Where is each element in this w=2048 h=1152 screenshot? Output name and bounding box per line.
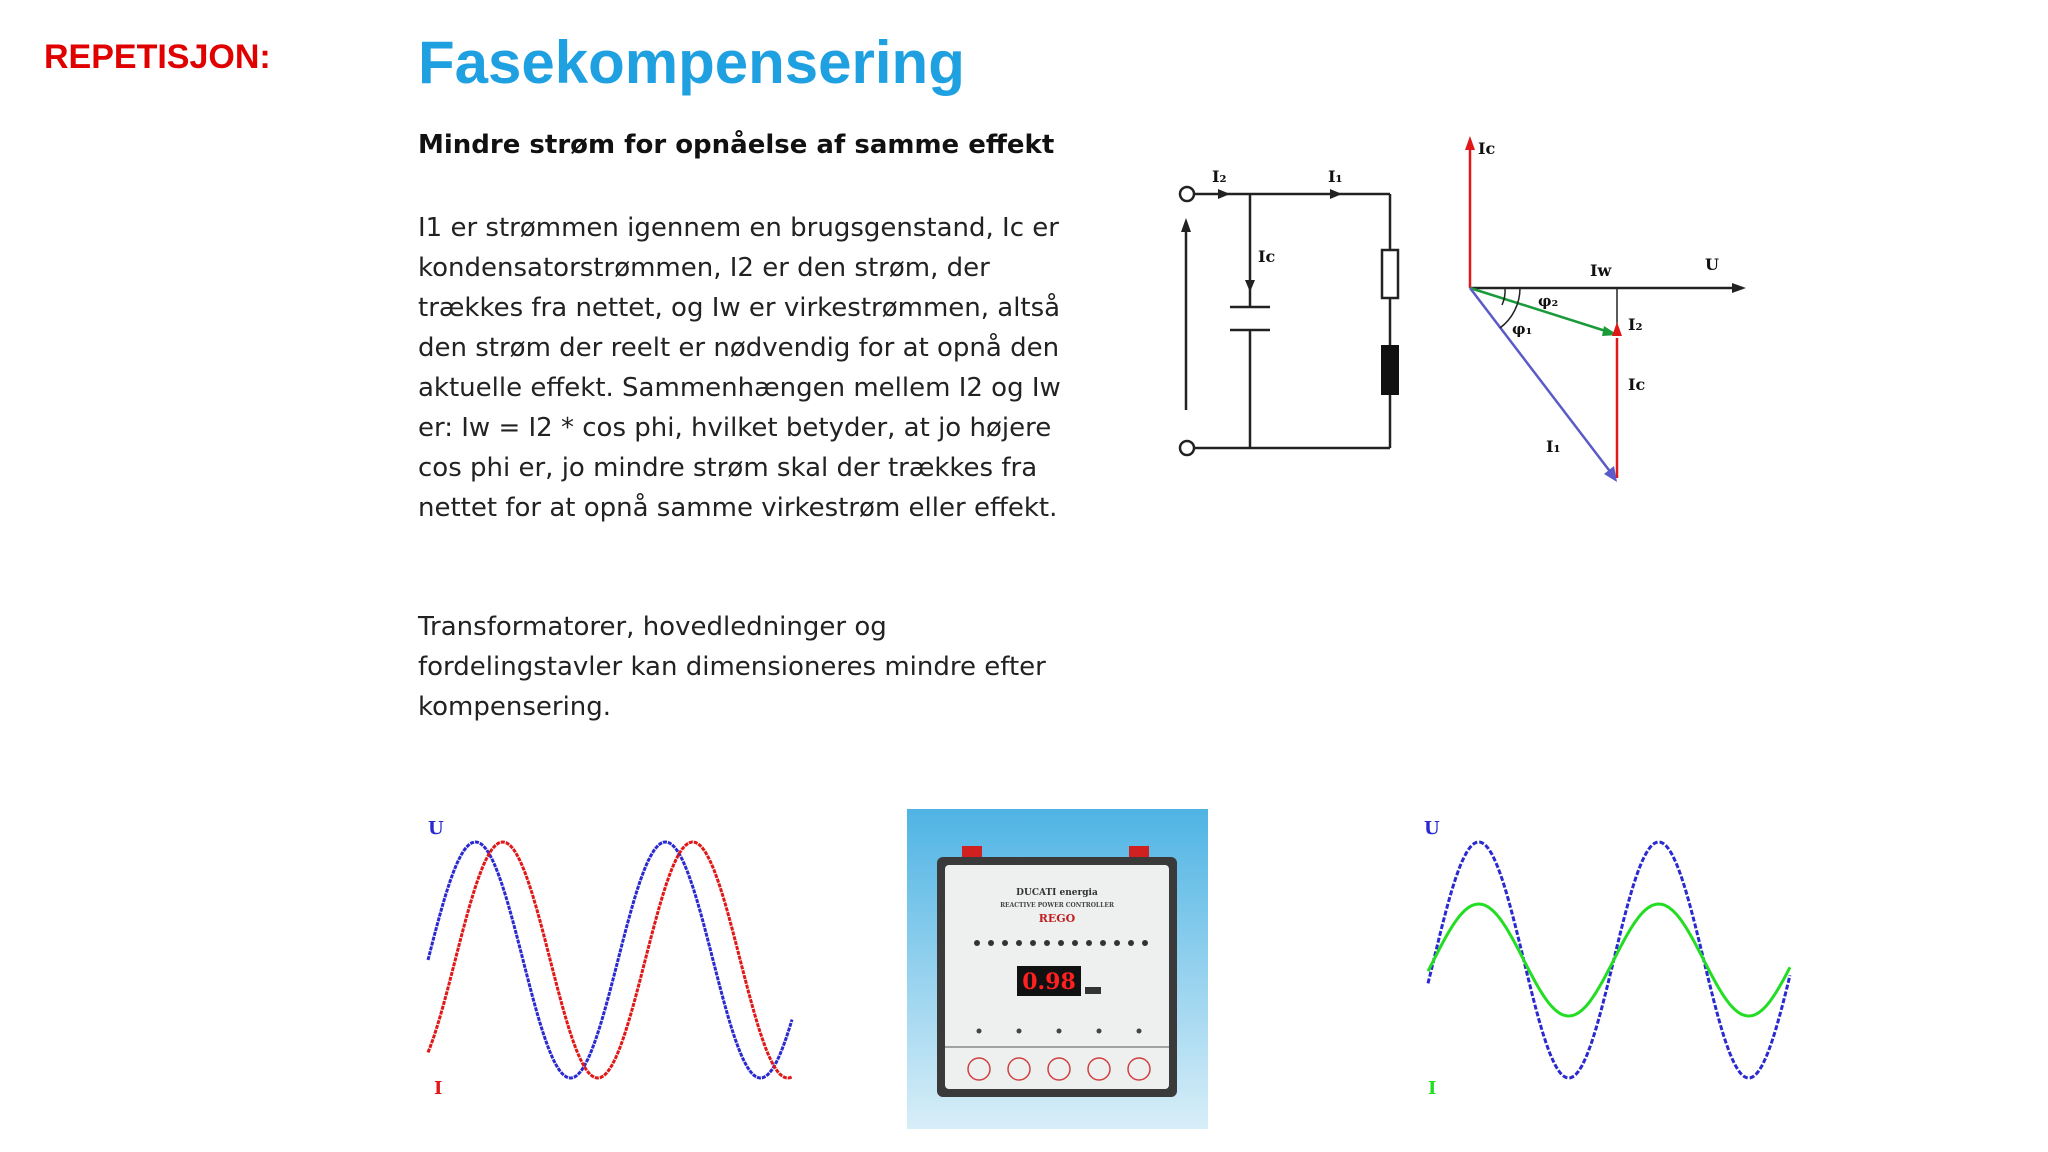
phasor-label-i2: I₂ <box>1628 315 1643 334</box>
phasor-label-phi: φ₁ <box>1512 320 1533 338</box>
device-button-marker <box>1057 1029 1062 1034</box>
led-indicator <box>1128 940 1134 946</box>
led-indicator <box>1044 940 1050 946</box>
phasor-label-ic-top: Ic <box>1478 139 1496 158</box>
explanation-paragraph: I1 er strømmen igennem en brugsgenstand, Ic er kondensatorstrømmen, I2 er den strøm, der trækkes fra nettet, og Iw er virkestrømmen, altså den strøm der reelt er nødvendig for at opnå den aktuelle effekt. Sammenhængen mellem I2 og Iw er: Iw = I2 * cos phi, hvilket betyder, at jo højere cos phi er, jo mindre strøm skal der trækkes fra nettet for at opnå samme virkestrøm eller effekt. <box>418 213 1061 523</box>
circuit-label-i1: I₁ <box>1328 167 1343 186</box>
reactive-power-controller-photo <box>907 809 1208 1129</box>
phasor-label-phi2: φ₂ <box>1538 292 1559 310</box>
power-factor-display: 0.98 <box>1022 969 1076 995</box>
wave-left-label-i: I <box>434 1078 443 1099</box>
device-button-marker <box>1017 1029 1022 1034</box>
slide-title: Fasekompensering <box>418 29 965 96</box>
circuit-diagram <box>1160 160 1420 460</box>
inductor-symbol <box>1381 345 1399 395</box>
wave-right-label-u: U <box>1424 818 1440 839</box>
current-wave <box>428 842 792 1078</box>
subtitle: Mindre strøm for opnåelse af samme effekt <box>418 130 1055 160</box>
led-indicator <box>1002 940 1008 946</box>
waveform-compensated <box>1420 810 1800 1110</box>
voltage-wave <box>1428 842 1790 1078</box>
led-indicator <box>1030 940 1036 946</box>
device-button-marker <box>977 1029 982 1034</box>
device-button-marker <box>1137 1029 1142 1034</box>
device-button-marker <box>1097 1029 1102 1034</box>
device-brand: DUCATI energia <box>1016 888 1098 898</box>
led-indicator <box>1114 940 1120 946</box>
voltage-wave <box>428 842 792 1078</box>
phasor-label-i1: I₁ <box>1546 437 1561 456</box>
section-label: REPETISJON: <box>44 38 271 76</box>
led-indicator <box>1072 940 1078 946</box>
current-wave <box>1428 904 1790 1016</box>
circuit-label-i2: I₂ <box>1212 167 1227 186</box>
led-indicator <box>1058 940 1064 946</box>
phasor-label-iw: Iw <box>1590 261 1612 280</box>
waveform-phase-shift <box>420 810 810 1110</box>
device-model: REGO <box>1038 912 1076 925</box>
conclusion-paragraph: Transformatorer, hovedledninger og fordelingstavler kan dimensioneres mindre efter kompensering. <box>418 612 1046 722</box>
wave-right-label-i: I <box>1428 1078 1437 1099</box>
circuit-label-ic: Ic <box>1258 247 1276 266</box>
phasor-label-u: U <box>1705 255 1719 274</box>
led-indicator <box>1016 940 1022 946</box>
led-indicator <box>974 940 980 946</box>
led-indicator <box>1100 940 1106 946</box>
device-caption: REACTIVE POWER CONTROLLER <box>1000 902 1114 909</box>
led-indicator <box>988 940 994 946</box>
led-indicator <box>1142 940 1148 946</box>
phasor-label-ic: Ic <box>1628 375 1646 394</box>
led-indicator <box>1086 940 1092 946</box>
wave-left-label-u: U <box>428 818 444 839</box>
phasor-diagram <box>1440 130 1760 490</box>
